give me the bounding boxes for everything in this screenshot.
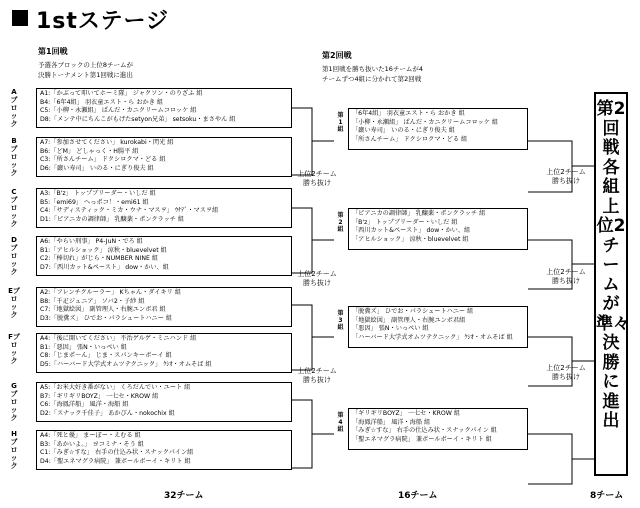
- group-4-label: 第4組: [337, 412, 344, 433]
- list-item: 「ハーバード大学式オムツテクニック」 ｸｼｵ・オムそば 組: [352, 333, 513, 341]
- list-item: 「小柳・永瀬組」 ぱんだ・カニクリームコロッケ 組: [352, 118, 499, 126]
- list-item: A4:「死と優」 まーぼー・えむる 組: [40, 432, 141, 439]
- block-label-a: Aブロック: [10, 88, 18, 128]
- block-d-box: [36, 236, 292, 276]
- round2-desc-2: チームずつ4組に分かれて第2回戦: [322, 75, 422, 83]
- list-item: B1:「悪因」 張N・いっぺい 組: [40, 343, 127, 351]
- list-item: A3:「B'z」 トップブリーダー・いしだ 組: [40, 190, 156, 197]
- group-2-label: 第2組: [337, 212, 344, 233]
- block-e-box: [36, 287, 292, 327]
- block-c-box: [36, 188, 292, 228]
- list-item: C5:「小柳・永瀬組」 ぱんだ・カニクリームコロッケ 組: [40, 107, 197, 115]
- list-item: B5:「emi69」 へっポコ！・emi61 組: [40, 198, 149, 206]
- list-item: A4:「後に開いてください」 不治ゲルゲ・ミニハンド 組: [40, 335, 197, 342]
- list-item: 「悪因」 張N・いっぺい 組: [352, 325, 429, 333]
- list-item: D2:「スナック千佳子」 あかびん・nokochix 組: [40, 409, 175, 417]
- list-item: D4:「聖エネマグラ病院」 兼ボールボーイ・キリト 組: [40, 457, 191, 465]
- list-item: D3:「脱糞ズ」 ひでお・パラシュートハニー 組: [40, 314, 173, 322]
- pass-label-right-3: 上位2チーム 勝ち抜け: [546, 364, 586, 381]
- group-3-label-wrap: [334, 306, 348, 348]
- list-item: C2:「棒切れ」がじら・NUMBER NINE 組: [40, 255, 159, 263]
- list-item: 「B'z」 トップブリーダー・いしだ 組: [352, 218, 458, 226]
- list-item: 「巌い寿司」 いのる・にぎり俊夫 組: [352, 127, 455, 135]
- final-advance-box: 第2回戦各組上位2チームが準々決勝に進出: [594, 92, 628, 476]
- pass-label-left-1: 上位2チーム 勝ち抜け: [297, 170, 337, 187]
- block-label-b: Bブロック: [10, 137, 18, 177]
- pass-label-right-2: 上位2チーム 勝ち抜け: [546, 268, 586, 285]
- list-item: C6:「海鳳洋船」 風洋・海船 組: [40, 401, 129, 409]
- pass-label-right-1: 上位2チーム 勝ち抜け: [546, 168, 586, 185]
- list-item: A2:「フレンチクルーラー」 Kちゃん・ダイキリ 組: [40, 289, 182, 296]
- list-item: 「みぎ☆すな」 右手の仕込み状・スナックパイン 組: [352, 427, 497, 435]
- list-item: 「アヒルショック」 涼秋・bluevelvet 組: [352, 235, 469, 243]
- list-item: 「脱糞ズ」 ひでお・パラシュートハニー 組: [352, 308, 474, 315]
- list-item: B3:「あかいよ。」 ヨコミナ・そう 組: [40, 440, 144, 448]
- list-item: A7:「参加させてください」 kurokabi・閃光 組: [40, 139, 174, 146]
- list-item: C4:「サディスティック・ミカ・ウナ・マスヲ」 ｳﾅﾃﾞ・マスヲ組: [40, 207, 219, 215]
- list-item: A5:「お米大好き番がない」 くろだんでい・ユート 組: [40, 384, 191, 391]
- block-f-box: [36, 333, 292, 373]
- block-label-c: Cブロック: [10, 188, 18, 228]
- block-b-box: [36, 137, 292, 177]
- group-1-label: 第1組: [337, 112, 344, 133]
- list-item: 「ピアニカの調律師」 乳醸薬・ポンクラッチ 組: [352, 210, 486, 217]
- block-h-box: [36, 430, 292, 470]
- list-item: C8:「じまポ〜ん」 じま・スパンキーボーイ 組: [40, 352, 172, 360]
- list-item: 「海鳳洋船」 風洋・海船 組: [352, 418, 431, 426]
- pass-label-left-2: 上位2チーム 勝ち抜け: [297, 270, 337, 287]
- list-item: B6:「どM」 どしゃっく・H腸平 組: [40, 147, 139, 155]
- list-item: A6:「やらい刑事」 P4-JuN・でろ 組: [40, 238, 143, 245]
- list-item: B8:「千疋ジュニア」 ソバ2・子紗 組: [40, 297, 145, 305]
- round1-desc-1: 予選各ブロックの上位8チームが: [38, 61, 134, 69]
- group-3-label: 第3組: [337, 310, 344, 331]
- group-4-box: [348, 408, 528, 450]
- block-a-box: [36, 88, 292, 128]
- group-1-label-wrap: [334, 108, 348, 150]
- group-2-label-wrap: [334, 208, 348, 250]
- list-item: 「6年4組」 羽衣童エスト・ら おかき 組: [352, 110, 465, 117]
- block-label-f: Fブロック: [8, 333, 20, 365]
- pass-label-left-3: 上位2チーム 勝ち抜け: [297, 367, 337, 384]
- list-item: B4:「6年4組」 羽衣童エスト・ら おかき 組: [40, 98, 164, 106]
- list-item: C1:「みぎ☆すな」 右手の仕込み状・スナックパイン組: [40, 449, 194, 457]
- list-item: D7:「西川カット&ペースト」 dow・かい、組: [40, 263, 169, 271]
- list-item: 「聖エネマグラ病院」 兼ボールボーイ・キリト 組: [352, 435, 492, 443]
- block-label-d: Dブロック: [10, 236, 18, 276]
- page-title: 1stステージ: [36, 9, 170, 34]
- list-item: C3:「所さんチーム」 ドクシロクマ・どる 組: [40, 156, 166, 164]
- list-item: 「地獄絵図」 副管理人・右腕ユンボ君組: [352, 316, 466, 324]
- footer-16-teams: 16チーム: [398, 491, 438, 501]
- group-3-box: [348, 306, 528, 348]
- group-4-label-wrap: [334, 408, 348, 450]
- list-item: B7:「ギリギリBOYZ」 一七セ・KROW 組: [40, 392, 159, 400]
- list-item: 「西川カット&ペースト」 dow・かい、組: [352, 227, 471, 235]
- round1-heading: 第1回戦: [38, 47, 68, 56]
- list-item: 「所さんチーム」 ドクシロクマ・どる 組: [352, 135, 468, 143]
- list-item: D8:「メンテ中にちんこがもげたsetyon兄弟」 setsoku・まさやん 組: [40, 115, 236, 123]
- block-label-e: Eブロック: [8, 287, 20, 319]
- list-item: A1:「かぶって叩いてホーミ隊」 ジャクソン・のりざふ 組: [40, 90, 203, 97]
- group-2-box: [348, 208, 528, 250]
- block-label-h: Hブロック: [10, 430, 18, 470]
- round2-desc-1: 第1回戦を勝ち抜いた16チームが4: [322, 65, 424, 73]
- list-item: D5:「ハーバード大学式オムツテクニック」 ｸｼｵ・オムそば 組: [40, 360, 212, 368]
- list-item: B1:「アヒルショック」 涼秋・bluevelvet 組: [40, 246, 167, 254]
- round2-heading: 第2回戦: [322, 51, 352, 60]
- list-item: C7:「地獄絵図」 副管理人・右腕ユンボ君 組: [40, 306, 166, 314]
- footer-8-teams: 8チーム: [590, 491, 624, 501]
- block-g-box: [36, 382, 292, 422]
- block-label-g: Gブロック: [10, 382, 18, 422]
- group-1-box: [348, 108, 528, 150]
- list-item: 「ギリギリBOYZ」 一七セ・KROW 組: [352, 410, 461, 417]
- list-item: D6:「巌い寿司」 いのる・にぎり俊夫 組: [40, 164, 154, 172]
- footer-32-teams: 32チーム: [164, 491, 204, 501]
- round1-desc-2: 決勝トーナメント第1回戦に進出: [38, 71, 133, 79]
- list-item: D1:「ピアニカの調律師」 乳醸薬・ポンクラッチ 組: [40, 215, 185, 223]
